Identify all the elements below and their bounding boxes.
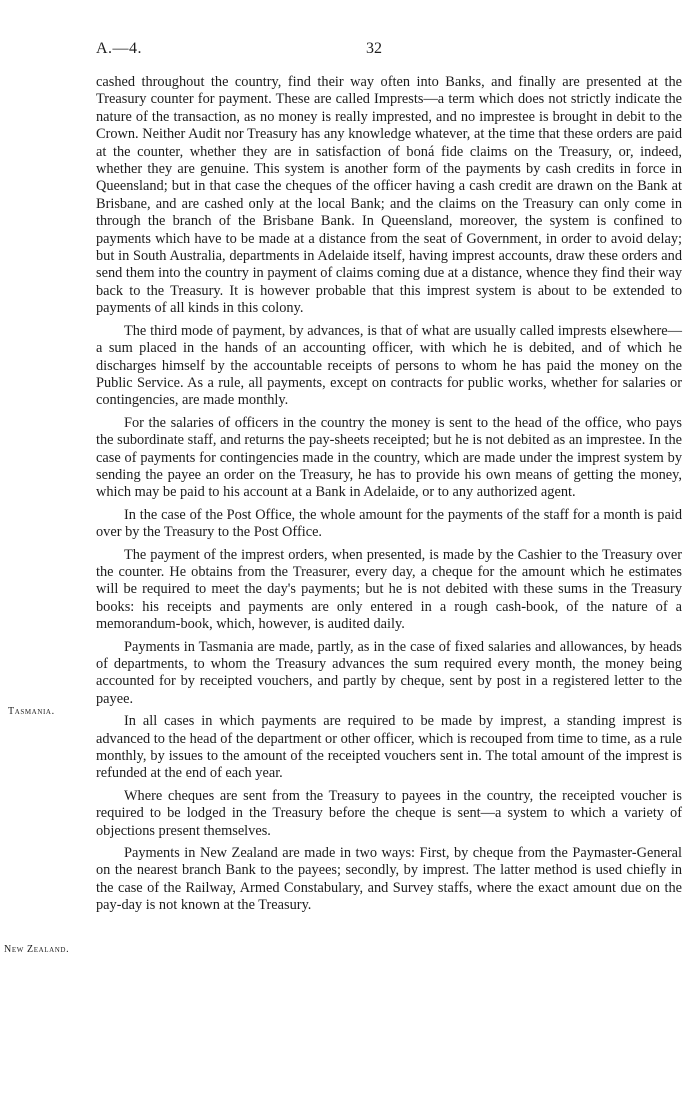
margin-note-new-zealand: New Zealand. [4,944,70,955]
page-number: 32 [366,40,382,57]
paragraph-post-office: In the case of the Post Office, the whole amount for the payments of the staff for a month is paid over by the Treasury to the Post Office. [96,506,682,541]
paragraph-new-zealand: Payments in New Zealand are made in two ways: First, by cheque from the Paymaster-General on the nearest branch Bank to the payees; secondly, by imprest. The latter method is used chiefly in the case of the Railway, Armed Constabulary, and Survey staffs, where the exact amount due on the pay-day is not known at the Treasury. [96,845,682,914]
paragraph-cashier: The payment of the imprest orders, when presented, is made by the Cashier to the Treasury over the counter. He obtains from the Treasurer, every day, a cheque for the amount which he estimates will be required to meet the day's payments; but he is not debited with these sums in the Treasury books: his receipts and payments are only entered in a rough cash-book, of the nature of a memorandum-book, which, however, is audited daily. [96,546,682,633]
document-reference: A.—4. [96,40,143,57]
paragraph-country-salaries: For the salaries of officers in the country the money is sent to the head of the office, who pays the subordinate staff, and returns the pay-sheets receipted; but he is not debited as an imprestee. In the case of payments for contingencies made in the country, which are made under the imprest system by sending the payee an order on the Treasury, he has to provide his own means of getting the money, which may be paid to his account at a Bank in Adelaide, or to any authorized agent. [96,414,682,501]
page-header [96,40,680,64]
body-text [96,74,682,920]
paragraph-imprest-orders: cashed throughout the country, find their way often into Banks, and finally are presented at the Treasury counter for payment. These are called Imprests—a term which does not strictly indicate the nature of the transaction, as no money is really imprested, and no imprestee is brought in debit to the Crown. Neither Audit nor Treasury has any knowledge whatever, at the time that these orders are paid at the counter, whether they are in satisfaction of boná fide claims on the Treasury, or, indeed, whether they are genuine. This system is another form of the payments by cash credits in force in Queensland; but in that case the cheques of the officer having a cash credit are drawn on the Bank at Brisbane, and are cashed only at the local Bank; and the claims on the Treasury can only come in through the branch of the Brisbane Bank. In Queensland, moreover, the system is confined to payments which have to be made at a distance from the seat of Government, in order to avoid delay; but in South Australia, departments in Adelaide itself, having imprest accounts, draw these orders and send them into the country in payment of claims coming due at a distance, whence they find their way back to the Treasury. It is however probable that this imprest system is about to be extended to payments of all kinds in this colony. [96,74,682,317]
paragraph-tasmania: Payments in Tasmania are made, partly, as in the case of fixed salaries and allowances, by heads of departments, to whom the Treasury advances the sum required every month, the money being accounted for by receipted vouchers, and partly by cheque, sent by post in a registered letter to the payee. [96,638,682,707]
paragraph-advances: The third mode of payment, by advances, is that of what are usually called imprests elsewhere—a sum placed in the hands of an accounting officer, with which he is debited, and of which he discharges himself by the accountable receipts of persons to whom he has paid the money on the Public Service. As a rule, all payments, except on contracts for public works, whether for salaries or contingencies, are made monthly. [96,322,682,409]
paragraph-standing-imprest: In all cases in which payments are required to be made by imprest, a standing imprest is advanced to the head of the department or other officer, which is recouped from time to time, as a rule monthly, by issues to the amount of the receipted vouchers sent in. The total amount of the imprest is refunded at the end of each year. [96,713,682,782]
paragraph-cheques: Where cheques are sent from the Treasury to payees in the country, the receipted voucher is required to be lodged in the Treasury before the cheque is sent—a system to which a variety of objections present themselves. [96,787,682,839]
margin-note-tasmania: Tasmania. [8,706,55,717]
